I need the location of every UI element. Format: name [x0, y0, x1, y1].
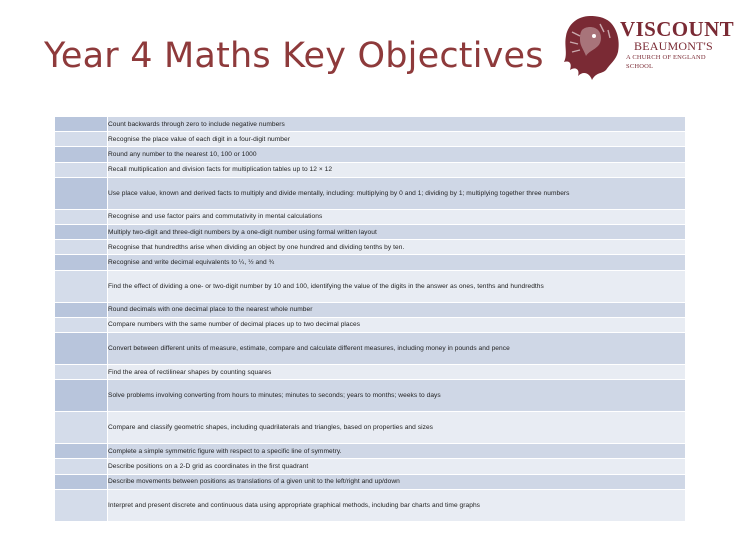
objective-text: Recall multiplication and division facts for multiplication tables up to 12 × 12: [108, 162, 686, 177]
table-row: [55, 177, 686, 209]
objective-text: Count backwards through zero to include negative numbers: [108, 117, 686, 132]
lion-crest-icon: [560, 12, 622, 84]
row-marker-cell: [55, 255, 108, 270]
objective-text: Compare numbers with the same number of decimal places up to two decimal places: [108, 317, 686, 332]
objective-text: Recognise that hundredths arise when dividing an object by one hundred and dividing tenths by ten.: [108, 240, 686, 255]
objective-text: Round any number to the nearest 10, 100 or 1000: [108, 147, 686, 162]
table-row: [55, 459, 686, 474]
slide-title: Year 4 Maths Key Objectives: [44, 36, 544, 76]
objective-text: Find the area of rectilinear shapes by counting squares: [108, 365, 686, 380]
table-row: [55, 317, 686, 332]
logo-line-2: BEAUMONT'S: [634, 39, 713, 53]
table-row: [55, 147, 686, 162]
row-marker-cell: [55, 209, 108, 224]
row-marker-cell: [55, 459, 108, 474]
school-logo: [560, 12, 734, 84]
table-row: [55, 225, 686, 240]
table-row: [55, 240, 686, 255]
table-row: [55, 490, 686, 522]
row-marker-cell: [55, 365, 108, 380]
table-row: [55, 365, 686, 380]
table-row: [55, 474, 686, 489]
objective-text: Recognise and use factor pairs and commutativity in mental calculations: [108, 209, 686, 224]
objective-text: Use place value, known and derived facts to multiply and divide mentally, including: multiplying by 0 and 1; dividing by 1; multiplying together three numbers: [108, 177, 686, 209]
table-row: [55, 270, 686, 302]
row-marker-cell: [55, 270, 108, 302]
row-marker-cell: [55, 147, 108, 162]
row-marker-cell: [55, 474, 108, 489]
objective-text: Multiply two-digit and three-digit numbers by a one-digit number using formal written layout: [108, 225, 686, 240]
row-marker-cell: [55, 177, 108, 209]
objective-text: Describe movements between positions as translations of a given unit to the left/right and up/down: [108, 474, 686, 489]
objective-text: Compare and classify geometric shapes, including quadrilaterals and triangles, based on properties and sizes: [108, 412, 686, 444]
table-row: [55, 412, 686, 444]
table-row: [55, 162, 686, 177]
row-marker-cell: [55, 333, 108, 365]
logo-line-1: VISCOUNT: [620, 17, 734, 41]
table-row: [55, 132, 686, 147]
row-marker-cell: [55, 117, 108, 132]
row-marker-cell: [55, 240, 108, 255]
row-marker-cell: [55, 380, 108, 412]
objective-text: Find the effect of dividing a one- or two-digit number by 10 and 100, identifying the value of the digits in the answer as ones, tenths and hundredths: [108, 270, 686, 302]
row-marker-cell: [55, 444, 108, 459]
row-marker-cell: [55, 162, 108, 177]
table-row: [55, 255, 686, 270]
table-row: [55, 380, 686, 412]
logo-line-3: A CHURCH OF ENGLAND SCHOOL: [626, 54, 706, 70]
objective-text: Round decimals with one decimal place to the nearest whole number: [108, 302, 686, 317]
row-marker-cell: [55, 225, 108, 240]
table-row: [55, 117, 686, 132]
objective-text: Interpret and present discrete and continuous data using appropriate graphical methods, including bar charts and time graphs: [108, 490, 686, 522]
table-row: [55, 444, 686, 459]
logo-wordmark: [620, 17, 734, 71]
row-marker-cell: [55, 317, 108, 332]
table-row: [55, 302, 686, 317]
row-marker-cell: [55, 412, 108, 444]
table-row: [55, 333, 686, 365]
table-row: [55, 209, 686, 224]
objective-text: Recognise the place value of each digit in a four-digit number: [108, 132, 686, 147]
row-marker-cell: [55, 132, 108, 147]
row-marker-cell: [55, 302, 108, 317]
row-marker-cell: [55, 490, 108, 522]
objectives-table: [54, 116, 686, 522]
objective-text: Recognise and write decimal equivalents to ¼, ½ and ¾: [108, 255, 686, 270]
objective-text: Solve problems involving converting from hours to minutes; minutes to seconds; years to months; weeks to days: [108, 380, 686, 412]
objective-text: Convert between different units of measure, estimate, compare and calculate different measures, including money in pounds and pence: [108, 333, 686, 365]
objective-text: Complete a simple symmetric figure with respect to a specific line of symmetry.: [108, 444, 686, 459]
objective-text: Describe positions on a 2-D grid as coordinates in the first quadrant: [108, 459, 686, 474]
